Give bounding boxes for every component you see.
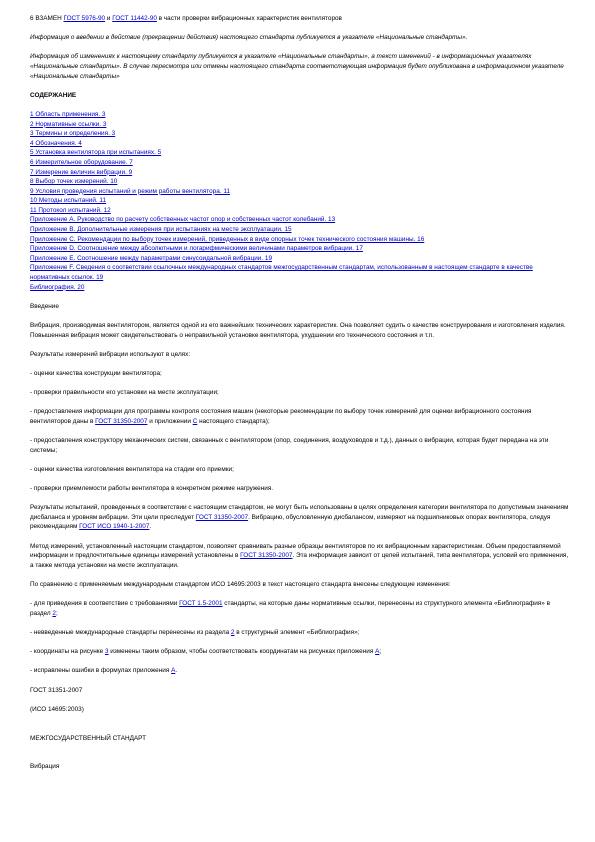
toc-item[interactable]: 5 Установка вентилятора при испытаниях. 5	[30, 149, 162, 157]
list-item-text: - для приведения в соответствие с требованиями	[30, 600, 180, 608]
toc-item[interactable]: 7 Измерение величин вибрации. 9	[30, 168, 133, 176]
paragraph-text: Результаты испытаний, проведенных в соответствии с настоящим стандартом, не могут быть использованы в целях определения категории вентилятора по допустимым значениям дисбаланса и уровням вибрации. Эти цели преследует	[30, 504, 569, 521]
paragraph: Результаты измерений вибрации используют в целях:	[30, 350, 191, 358]
notice-changes: Информация об изменениях к настоящему стандарту публикуется в указателе «Национальные стандарты», а текст изменений - в информационных указателях «Национальные стандарты». В случае пересмотра или отмены настоящего стандарта соответствующая информация будет опубликована в информационном указателе «Национальные стандарты»	[30, 53, 564, 80]
toc-item[interactable]: 8 Выбор точек измерений. 10	[30, 178, 118, 186]
appendix-a-link[interactable]: А	[375, 648, 380, 656]
paragraph-text: . Вибрацию, обусловленную дисбалансом, измеряют на подшипниковых опорах вентилятора, следуя рекомендациям	[30, 513, 551, 531]
paragraph	[30, 503, 570, 532]
list-item	[30, 628, 570, 638]
list-item-text: ;	[55, 609, 58, 617]
iso-reference: (ИСО 14695:2003)	[30, 705, 84, 713]
document-title: Вибрация	[30, 763, 60, 771]
notice-introduction: Информация о введении в действие (прекращении действия) настоящего стандарта публикуется в указателе «Национальные стандарты».	[30, 34, 468, 42]
toc-item[interactable]: 1 Область применения. 3	[30, 110, 106, 118]
toc-item[interactable]: 9 Условия проведения испытаний и режим работы вентилятора. 11	[30, 187, 230, 195]
list-item: - оценки качества изготовления вентилятора на стадии его приемки;	[30, 465, 234, 473]
toc-item[interactable]: Приложение В. Дополнительные измерения при испытаниях на месте эксплуатации. 15	[30, 226, 292, 234]
list-item	[30, 647, 570, 657]
list-item-text: изменены таким образом, чтобы соответствовать координатам на рисунках приложения	[108, 648, 376, 656]
list-item: - проверки правильности его установки на месте эксплуатации;	[30, 389, 219, 397]
section-2-link[interactable]: 2	[52, 609, 56, 617]
intro-mid: и	[105, 15, 113, 22]
table-of-contents	[30, 110, 570, 292]
list-item-text: в структурный элемент «Библиография»;	[234, 629, 360, 636]
introduction-heading: Введение	[30, 302, 59, 310]
gost-31350-link[interactable]: ГОСТ 31350-2007	[240, 552, 293, 560]
gost-31350-link[interactable]: ГОСТ 31350-2007	[195, 513, 249, 521]
gost-5976-link[interactable]: ГОСТ 5976-90	[63, 15, 106, 22]
intro-line	[30, 14, 570, 24]
toc-item[interactable]: 3 Термины и определения. 3	[30, 130, 116, 138]
toc-item[interactable]: 4 Обозначения. 4	[30, 139, 82, 147]
toc-item[interactable]: Библиография. 20	[30, 283, 85, 291]
appendix-c-link[interactable]: С	[192, 417, 198, 425]
section-2-link[interactable]: 2	[230, 629, 235, 636]
paragraph-text: . Эта информация зависит от целей испытаний, типа вентилятора, условий его применения, а также метода установки на месте эксплуатации.	[30, 552, 569, 569]
gost-31350-link[interactable]: ГОСТ 31350-2007	[95, 417, 148, 425]
toc-item[interactable]: Приложение А. Руководство по расчету собственных частот опор и собственных частот колебаний. 13	[30, 216, 336, 224]
list-item: - проверки приемлемости работы вентилятора в конкретном режиме нагружения.	[30, 485, 274, 493]
toc-item[interactable]: Приложение Е. Соотношение между параметрами синусоидальной вибрации. 19	[30, 254, 273, 262]
list-item: - предоставления конструктору механических систем, связанных с вентилятором (опор, соединения, воздуховодов и т.д.), данных о вибрации, которая будет передана на эти системы;	[30, 437, 549, 454]
gost-iso-1940-link[interactable]: ГОСТ ИСО 1940-1-2007	[79, 523, 150, 531]
list-item-text: - исправлены ошибки в формулах приложения	[30, 667, 172, 675]
toc-item[interactable]: Приложение С. Рекомендации по выбору точек измерений, приведенных в виде опорных точек технического состояния машины. 16	[30, 235, 425, 243]
list-item-text: стандарты, на которые даны нормативные ссылки, перенесены из структурного элемента «Библиография» в раздел	[30, 600, 550, 617]
interstate-standard-heading: МЕЖГОСУДАРСТВЕННЫЙ СТАНДАРТ	[30, 734, 147, 742]
toc-item[interactable]: 6 Измерительное оборудование. 7	[30, 158, 133, 166]
paragraph-text: .	[149, 523, 152, 531]
list-item-text: - предоставления информации для программы контроля состояния машин (некоторые рекомендации по выбору точек измерений для оценки вибрационного состояния вентиляторов даны в	[30, 408, 532, 425]
toc-title: СОДЕРЖАНИЕ	[30, 91, 77, 99]
list-item-text: - невведенные международные стандарты перенесены из раздела	[30, 629, 231, 636]
gost-1-5-link[interactable]: ГОСТ 1.5-2001	[179, 600, 223, 608]
paragraph: По сравнению с применяемым международным стандартом ИСО 14695:2003 в текст настоящего стандарта внесены следующие изменения:	[30, 581, 451, 589]
list-item: - оценки качества конструкции вентилятора;	[30, 369, 162, 377]
list-item	[30, 407, 570, 426]
gost-11442-link[interactable]: ГОСТ 11442-90	[112, 15, 157, 22]
intro-pre: 6 ВЗАМЕН	[30, 15, 64, 22]
toc-item[interactable]: Приложение F. Сведения о соответствии ссылочных международных стандартов межгосударственным стандартам, использованным в настоящем стандарте в качестве нормативных ссылок. 19	[30, 264, 533, 282]
toc-item[interactable]: Приложение D. Соотношение между абсолютными и логарифмическими величинами параметров вибрации. 17	[30, 245, 363, 253]
list-item-text: - координаты на рисунке	[30, 648, 105, 656]
list-item-text: настоящего стандарта);	[197, 417, 270, 425]
list-item	[30, 666, 570, 676]
paragraph	[30, 542, 570, 571]
toc-item[interactable]: 10 Методы испытаний. 11	[30, 197, 107, 205]
intro-post: в части проверки вибрационных характеристик вентиляторов	[156, 15, 342, 22]
figure-3-link[interactable]: 3	[104, 648, 109, 656]
paragraph: Вибрация, производимая вентилятором, является одной из его важнейших технических характеристик. Она позволяет судить о качестве конструирования и изготовления изделия. Повышенная вибрация может свидетельствовать о неправильной установке вентилятора, ухудшении его технического состояния и т.п.	[30, 322, 566, 339]
standard-number: ГОСТ 31351-2007	[30, 686, 83, 694]
list-item	[30, 599, 570, 618]
list-item-text: ;	[379, 648, 382, 656]
appendix-a-link[interactable]: А	[171, 667, 176, 675]
list-item-text: .	[175, 667, 178, 675]
list-item-text: и приложении	[147, 417, 193, 425]
toc-item[interactable]: 11 Протокол испытаний. 12	[30, 206, 111, 214]
paragraph-text: Метод измерений, установленный настоящим стандартом, позволяет сравнивать разные образцы вентиляторов по их вибрационным характеристикам. Объем предоставляемой информации и предпочтительные единицы измерений установлены в	[30, 542, 561, 560]
document-page	[30, 14, 570, 772]
toc-item[interactable]: 2 Нормативные ссылки. 3	[30, 120, 107, 128]
